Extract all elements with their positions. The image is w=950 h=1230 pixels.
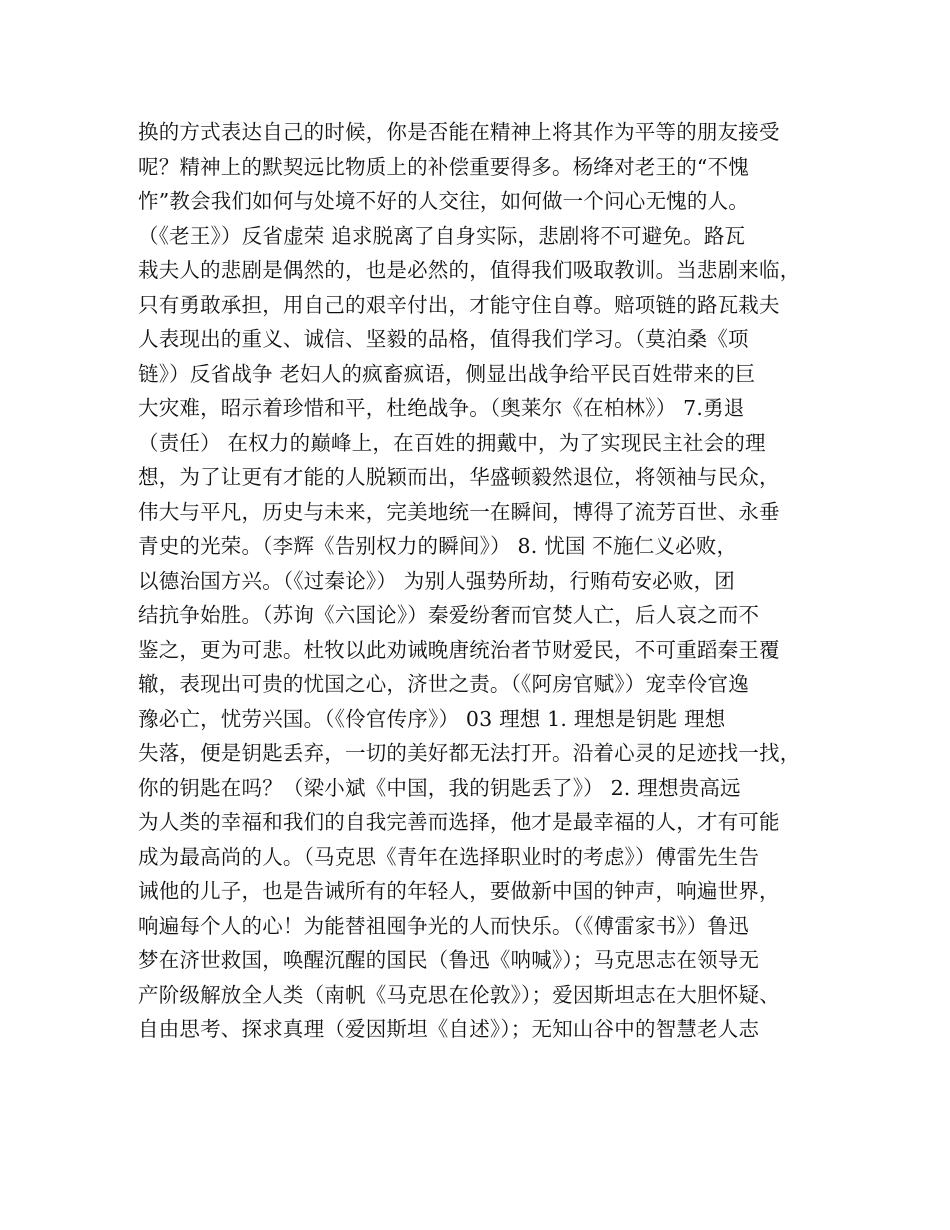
text-line: 辙，表现出可贵的忧国之心，济世之责。（《阿房官赋》）宠幸伶官逸 (138, 672, 749, 696)
text-line: 产阶级解放全人类（南帆《马克思在伦敦》）；爱因斯坦志在大胆怀疑、 (138, 982, 780, 1007)
text-line: 豫必亡，忧劳兴国。（《伶官传序》） 03 理想 1. 理想是钥匙 理想 (138, 706, 726, 731)
body-text (138, 115, 838, 1047)
text-line: 人表现出的重义、诚信、坚毅的品格，值得我们学习。（莫泊桑《项 (138, 327, 749, 351)
text-line: 响遍每个人的心！为能替祖囤争光的人而快乐。（《傅雷家书》）鲁迅 (138, 913, 749, 938)
text-line: 鉴之，更为可悲。杜牧以此劝诫晚唐统治者节财爱民，不可重蹈秦王覆 (138, 637, 780, 662)
text-line: 诫他的儿子，也是告诫所有的年轻人，要做新中国的钟声，响遍世界， (138, 879, 780, 903)
text-line: 只有勇敢承担，用自己的艰辛付出，才能守住自尊。赔项链的路瓦栽夫 (138, 292, 780, 317)
text-line: 大灾难，昭示着珍惜和平，杜绝战争。（奥莱尔《在柏林》） 7.勇退 (138, 396, 745, 420)
text-line: （《老王》）反省虚荣 追求脱离了自身实际，悲剧将不可避免。路瓦 (138, 223, 746, 248)
text-line: 为人类的幸福和我们的自我完善而选择，他才是最幸福的人，才有可能 (138, 810, 780, 834)
text-line: 自由思考、探求真理（爱因斯坦《自述》）；无知山谷中的智慧老人志 (138, 1017, 760, 1041)
text-line: 怍”教会我们如何与处境不好的人交往，如何做一个问心无愧的人。 (138, 189, 749, 213)
text-line: 以德治国方兴。（《过秦论》） 为别人强势所劫，行贿苟安必败，团 (138, 568, 735, 593)
text-line: 梦在济世救国，唤醒沉醒的国民（鲁迅《呐喊》）；马克思志在领导无 (138, 948, 760, 972)
text-line: 青史的光荣。（李辉《告别权力的瞬间》） 8. 忧国 不施仁义必败， (138, 534, 738, 558)
text-line: 链》）反省战争 老妇人的疯畜疯语，侧显出战争给平民百姓带来的巨 (138, 361, 756, 386)
text-line: 呢？精神上的默契远比物质上的补偿重要得多。杨绛对老王的“不愧 (138, 154, 749, 179)
text-line: 想，为了让更有才能的人脱颖而出，华盛顿毅然退位，将领袖与民众， (138, 465, 780, 489)
text-line: 换的方式表达自己的时候，你是否能在精神上将其作为平等的朋友接受 (138, 120, 780, 144)
text-line: 成为最高尚的人。（马克思《青年在选择职业时的考虑》）傅雷先生告 (138, 844, 760, 869)
text-line: （责任） 在权力的巅峰上，在百姓的拥戴中，为了实现民主社会的理 (138, 430, 766, 455)
text-line: 失落，便是钥匙丢弃，一切的美好都无法打开。沿着心灵的足迹找一找， (138, 741, 801, 765)
text-line: 栽夫人的悲剧是偶然的，也是必然的，值得我们吸取教训。当悲剧来临， (138, 258, 801, 282)
text-line: 你的钥匙在吗？（梁小斌《中国，我的钥匙丢了》） 2. 理想贵高远 (138, 775, 741, 800)
text-line: 伟大与平凡，历史与未来，完美地统一在瞬间，博得了流芳百世、永垂 (138, 499, 780, 524)
text-line: 结抗争始胜。（苏询《六国论》）秦爱纷奢而官焚人亡，后人哀之而不 (138, 603, 760, 627)
